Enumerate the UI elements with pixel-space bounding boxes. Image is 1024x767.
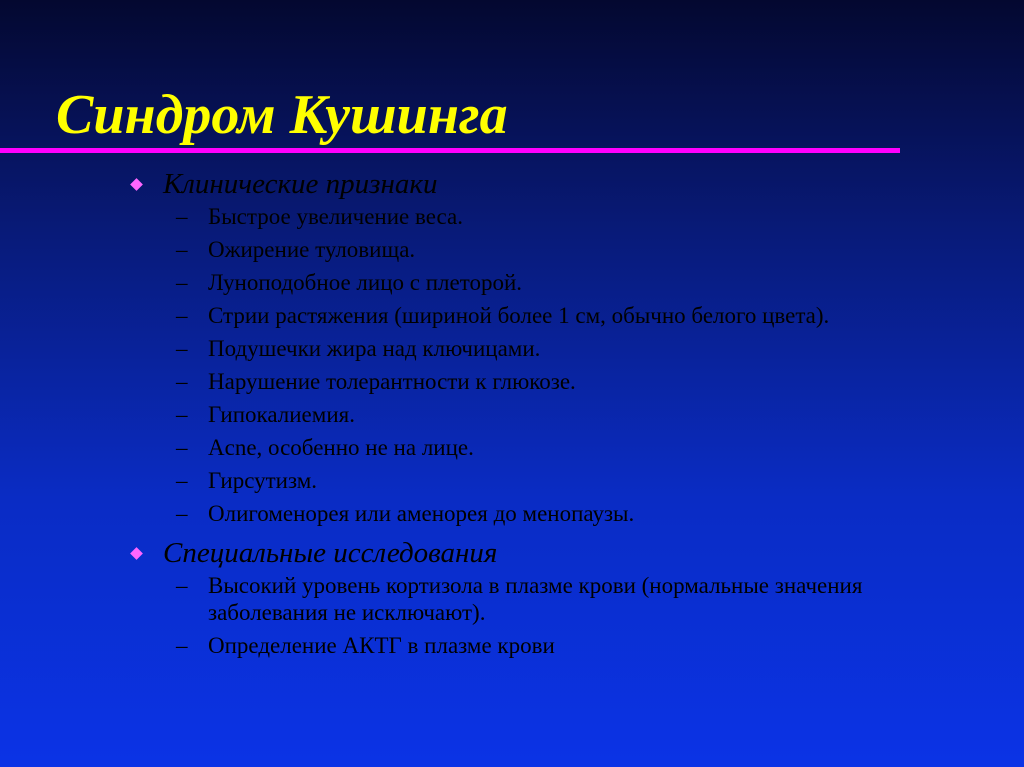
list-item — [176, 434, 988, 461]
list-item-text: Высокий уровень кортизола в плазме крови (нормальные значения заболевания не исключают). — [208, 573, 863, 625]
clinical-signs-list — [128, 203, 988, 527]
special-tests-list — [128, 572, 988, 659]
list-item — [176, 500, 988, 527]
list-item — [176, 335, 988, 362]
dash-marker: – — [176, 369, 188, 394]
list-item — [176, 236, 988, 263]
list-item-text: Гипокалиемия. — [208, 402, 355, 427]
section-special-tests — [128, 534, 988, 659]
list-item — [176, 302, 988, 329]
dash-marker: – — [176, 573, 188, 598]
section-clinical-signs — [128, 165, 988, 527]
section-heading-row — [128, 534, 988, 572]
dash-marker: – — [176, 204, 188, 229]
dash-marker: – — [176, 336, 188, 361]
diamond-icon — [130, 178, 143, 191]
list-item-text: Ожирение туловища. — [208, 237, 416, 262]
dash-marker: – — [176, 468, 188, 493]
list-item — [176, 368, 988, 395]
section-heading: Специальные исследования — [163, 537, 498, 569]
list-item-text: Подушечки жира над ключицами. — [208, 336, 541, 361]
dash-marker: – — [176, 303, 188, 328]
list-item-text: Гирсутизм. — [208, 468, 318, 493]
title-underline — [0, 148, 900, 153]
dash-marker: – — [176, 237, 188, 262]
slide-content — [128, 165, 988, 665]
dash-marker: – — [176, 402, 188, 427]
section-heading-row — [128, 165, 988, 203]
dash-marker: – — [176, 633, 188, 658]
list-item-text: Определение АКТГ в плазме крови — [208, 633, 555, 658]
list-item-text: Acne, особенно не на лице. — [208, 435, 474, 460]
diamond-icon — [130, 547, 143, 560]
list-item — [176, 269, 988, 296]
list-item — [176, 203, 988, 230]
list-item-text: Стрии растяжения (шириной более 1 см, обычно белого цвета). — [208, 303, 830, 328]
list-item-text: Быстрое увеличение веса. — [208, 204, 463, 229]
list-item — [176, 401, 988, 428]
list-item-text: Нарушение толерантности к глюкозе. — [208, 369, 576, 394]
dash-marker: – — [176, 270, 188, 295]
list-item — [176, 467, 988, 494]
slide-title: Синдром Кушинга — [56, 84, 508, 146]
dash-marker: – — [176, 435, 188, 460]
section-heading: Клинические признаки — [163, 168, 438, 200]
list-item — [176, 572, 988, 626]
dash-marker: – — [176, 501, 188, 526]
list-item-text: Луноподобное лицо с плеторой. — [208, 270, 523, 295]
list-item — [176, 632, 988, 659]
list-item-text: Олигоменорея или аменорея до менопаузы. — [208, 501, 635, 526]
